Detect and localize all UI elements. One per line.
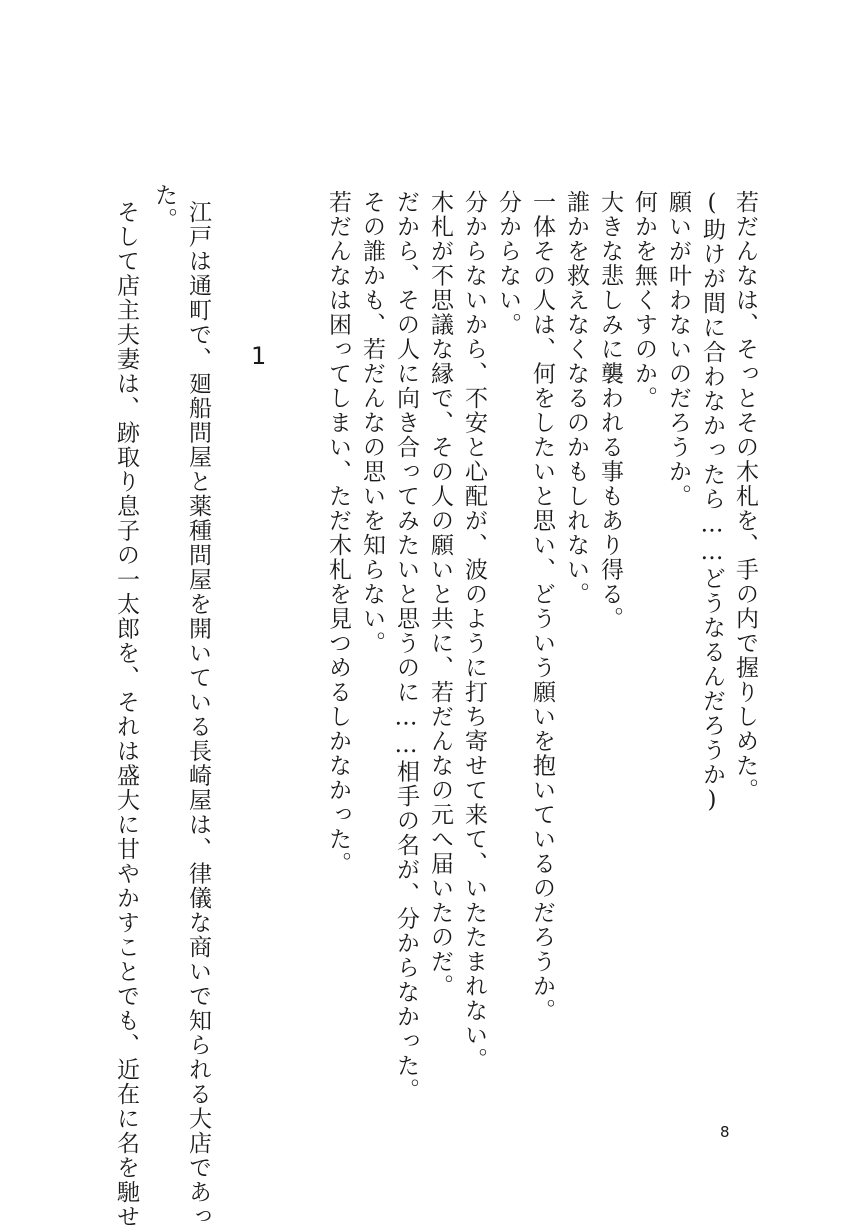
text-line: 大きな悲しみに襲われる事もあり得る。 [597,190,623,631]
text-line: 誰かを救えなくなるのかもしれない。 [563,190,589,607]
text-line: た。 [151,183,177,232]
chapter-heading: 1 [251,342,267,370]
text-line: 江戸は通町で、廻船問屋と薬種問屋を開いている長崎屋は、律儀な商いで知られる大店であっ [185,200,211,1229]
text-line: その誰かも、若だんなの思いを知らない。 [359,190,385,656]
text-line: 願いが叶わないのだろうか。 [665,190,691,509]
text-line: 分からない。 [495,190,521,337]
text-line: そして店主夫妻は、跡取り息子の一太郎を、それは盛大に甘やかすことでも、近在に名を馳せ [113,200,139,1229]
text-line: だから、その人に向き合ってみたいと思うのに……相手の名が、分からなかった。 [393,190,419,1103]
text-line: 若だんなは困ってしまい、ただ木札を見つめるしかなかった。 [325,190,351,876]
text-line: 木札が不思議な縁で、その人の願いと共に、若だんなの元へ届いたのだ。 [427,190,453,999]
text-line: 何かを無くすのか。 [631,190,657,411]
page-number: 8 [720,1123,730,1141]
text-line: (助けが間に合わなかったら……どうなるんだろうか) [699,190,725,815]
text-line: 分からないから、不安と心配が、波のように打ち寄せて来て、いたたまれない。 [461,190,487,1072]
text-line: 若だんなは、そっとその木札を、手の内で握りしめた。 [732,190,758,803]
text-line: 一体その人は、何をしたいと思い、どういう願いを抱いているのだろうか。 [529,190,555,1023]
